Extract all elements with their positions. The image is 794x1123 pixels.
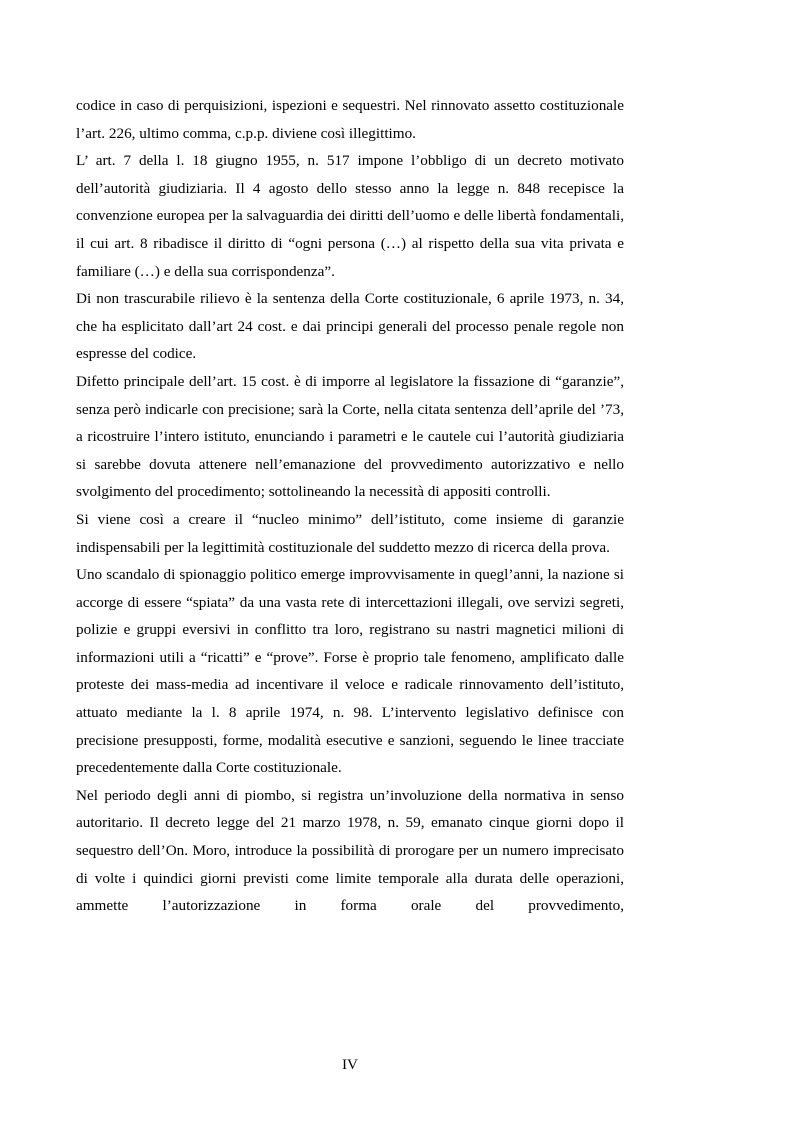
paragraph-2: L’ art. 7 della l. 18 giugno 1955, n. 517 impone l’obbligo di un decreto motivato dell’autorità giudiziaria. Il 4 agosto dello stesso anno la legge n. 848 recepisce la convenzione europea per la salvaguardia dei diritti dell’uomo e delle libertà fondamentali, il cui art. 8 ribadisce il diritto di “ogni persona (…) al rispetto della sua vita privata e familiare (…) e della sua corrispondenza”.	[76, 152, 624, 280]
paragraph-6: Uno scandalo di spionaggio politico emerge improvvisamente in quegl’anni, la nazione si accorge di essere “spiata” da una vasta rete di intercettazioni illegali, ove servizi segreti, polizie e gruppi eversivi in conflitto tra loro, registrano su nastri magnetici milioni di informazioni utili a “ricatti” e “prove”. Forse è proprio tale fenomeno, amplificato dalle proteste dei mass-media ad incentivare il veloce e radicale rinnovamento dell’istituto, attuato mediante la l. 8 aprile 1974, n. 98. L’intervento legislativo definisce con precisione presupposti, forme, modalità esecutive e sanzioni, seguendo le linee tracciate precedentemente dalla Corte costituzionale.	[76, 566, 624, 777]
paragraph-7: Nel periodo degli anni di piombo, si registra un’involuzione della normativa in senso autoritario. Il decreto legge del 21 marzo 1978, n. 59, emanato cinque giorni dopo il sequestro dell’On. Moro, introduce la possibilità di prorogare per un numero imprecisato di volte i quindici giorni previsti come limite temporale alla durata delle operazioni, ammette l’autorizzazione in forma orale del provvedimento,	[76, 786, 624, 915]
paragraph-4: Difetto principale dell’art. 15 cost. è di imporre al legislatore la fissazione di “garanzie”, senza però indicarle con precisione; sarà la Corte, nella citata sentenza dell’aprile del ’73, a ricostruire l’intero istituto, enunciando i parametri e le cautele cui l’autorità giudiziaria si sarebbe dovuta attenere nell’emanazione del provvedimento autorizzativo e nello svolgimento del procedimento; sottolineando la necessità di appositi controlli.	[76, 372, 624, 501]
paragraph-1: codice in caso di perquisizioni, ispezioni e sequestri. Nel rinnovato assetto costituzionale l’art. 226, ultimo comma, c.p.p. diviene così illegittimo.	[76, 97, 624, 142]
page-number: IV	[341, 1056, 359, 1073]
paragraph-5: Si viene così a creare il “nucleo minimo” dell’istituto, come insieme di garanzie indispensabili per la legittimità costituzionale del suddetto mezzo di ricerca della prova.	[76, 510, 624, 556]
document-body	[76, 92, 624, 920]
paragraph-3: Di non trascurabile rilievo è la sentenza della Corte costituzionale, 6 aprile 1973, n. 34, che ha esplicitato dall’art 24 cost. e dai principi generali del processo penale regole non espresse del codice.	[76, 290, 624, 363]
